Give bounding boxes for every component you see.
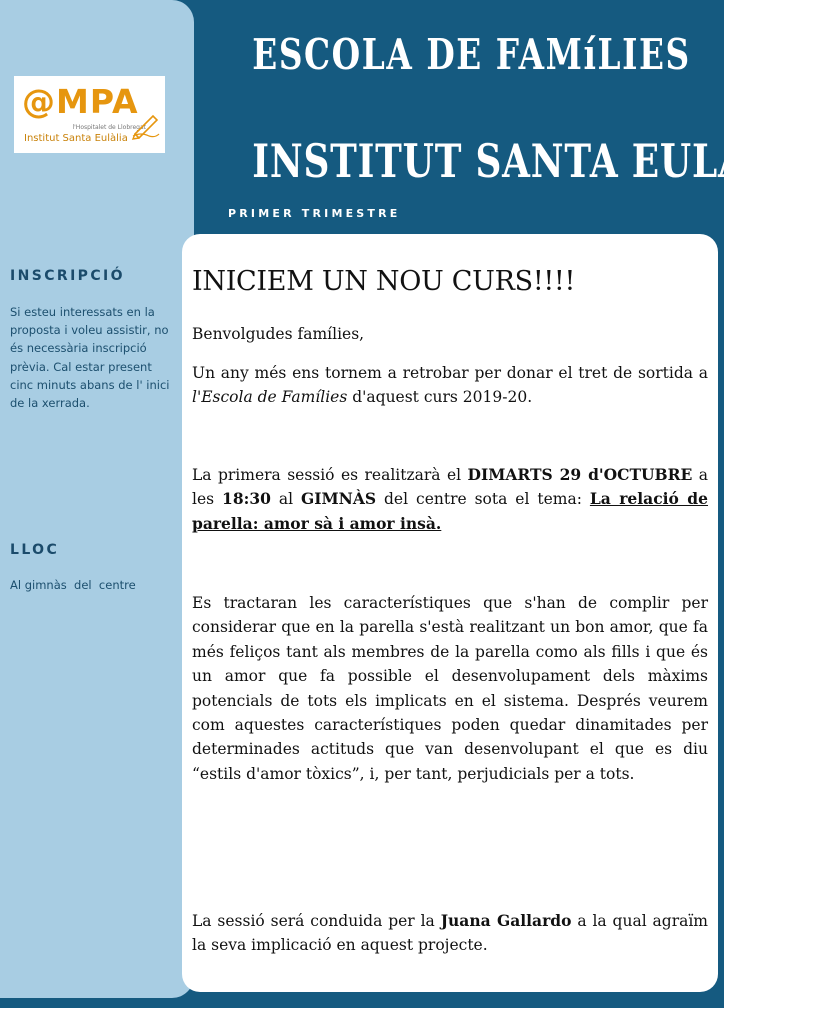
headline: INICIEM UN NOU CURS!!!!: [192, 266, 576, 297]
closing-paragraph: [192, 909, 708, 958]
session-date: DIMARTS 29 d'OCTUBRE: [467, 465, 693, 484]
session-place: GIMNÀS: [301, 489, 377, 509]
inscripcio-text: Si esteu interessats en la proposta i voleu assistir, no és necessària inscripció prèvia. Cal estar present cinc minuts abans de l' inici de la xerrada.: [10, 305, 170, 411]
trimester-label: PRIMER TRIMESTRE: [228, 207, 401, 220]
session-text-2: a les: [192, 466, 709, 509]
intro-paragraph: [192, 361, 708, 410]
session-text-1: La primera sessió es realitzarà el: [192, 466, 468, 484]
title-institut: INSTITUT SANTA EULÀLIA: [252, 134, 819, 188]
main-content-card: [182, 234, 718, 992]
pen-icon: [131, 112, 161, 140]
session-topic: La relació de parella: amor sà i amor insà.: [192, 489, 709, 533]
closing-text-1: La sessió será conduida per la: [192, 912, 441, 930]
intro-text-end: d'aquest curs 2019-20.: [347, 388, 533, 407]
logo-subtitle: l'Hospitalet de Llobregat: [72, 124, 146, 131]
inscripcio-heading: INSCRIPCIÓ: [10, 268, 125, 284]
sidebar: [0, 0, 194, 998]
title-escola-families: ESCOLA DE FAMíLIES: [252, 30, 691, 79]
description-paragraph: Es tractaran les característiques que s'han de complir per considerar que en la parella s'està realitzant un bon amor, que fa més feliços tant als membres de la parella como als fills i que és un amor que fa possible el desenvolupament dels màxims potencials de tots els implicats en el sistema. Després veurem com aquestes característiques poden quedar dinamitades per determinades actituds que van desenvolupant el que es diu “estils d'amor tòxics”, i, per tant, perjudicials per a tots.: [192, 594, 708, 783]
logo-school-name: Institut Santa Eulàlia: [24, 133, 128, 144]
lloc-text: Al gimnàs del centre: [10, 578, 136, 592]
ampa-logo: [14, 76, 165, 153]
escola-families-name: l'Escola de Famílies: [192, 388, 348, 407]
logo-text: @MPA: [22, 82, 139, 121]
session-paragraph: [192, 463, 708, 536]
session-text-3: al: [270, 490, 302, 509]
lloc-heading: LLOC: [10, 542, 60, 558]
session-time: 18:30: [222, 489, 271, 509]
speaker-name: Juana Gallardo: [440, 911, 572, 930]
intro-text-start: Un any més ens tornem a retrobar per donar el tret de sortida a: [192, 364, 708, 382]
session-text-4: del centre sota el tema:: [376, 490, 590, 509]
greeting: Benvolgudes famílies,: [192, 325, 365, 343]
closing-text-2: a la qual agraïm la seva implicació en aquest projecte.: [192, 912, 709, 955]
